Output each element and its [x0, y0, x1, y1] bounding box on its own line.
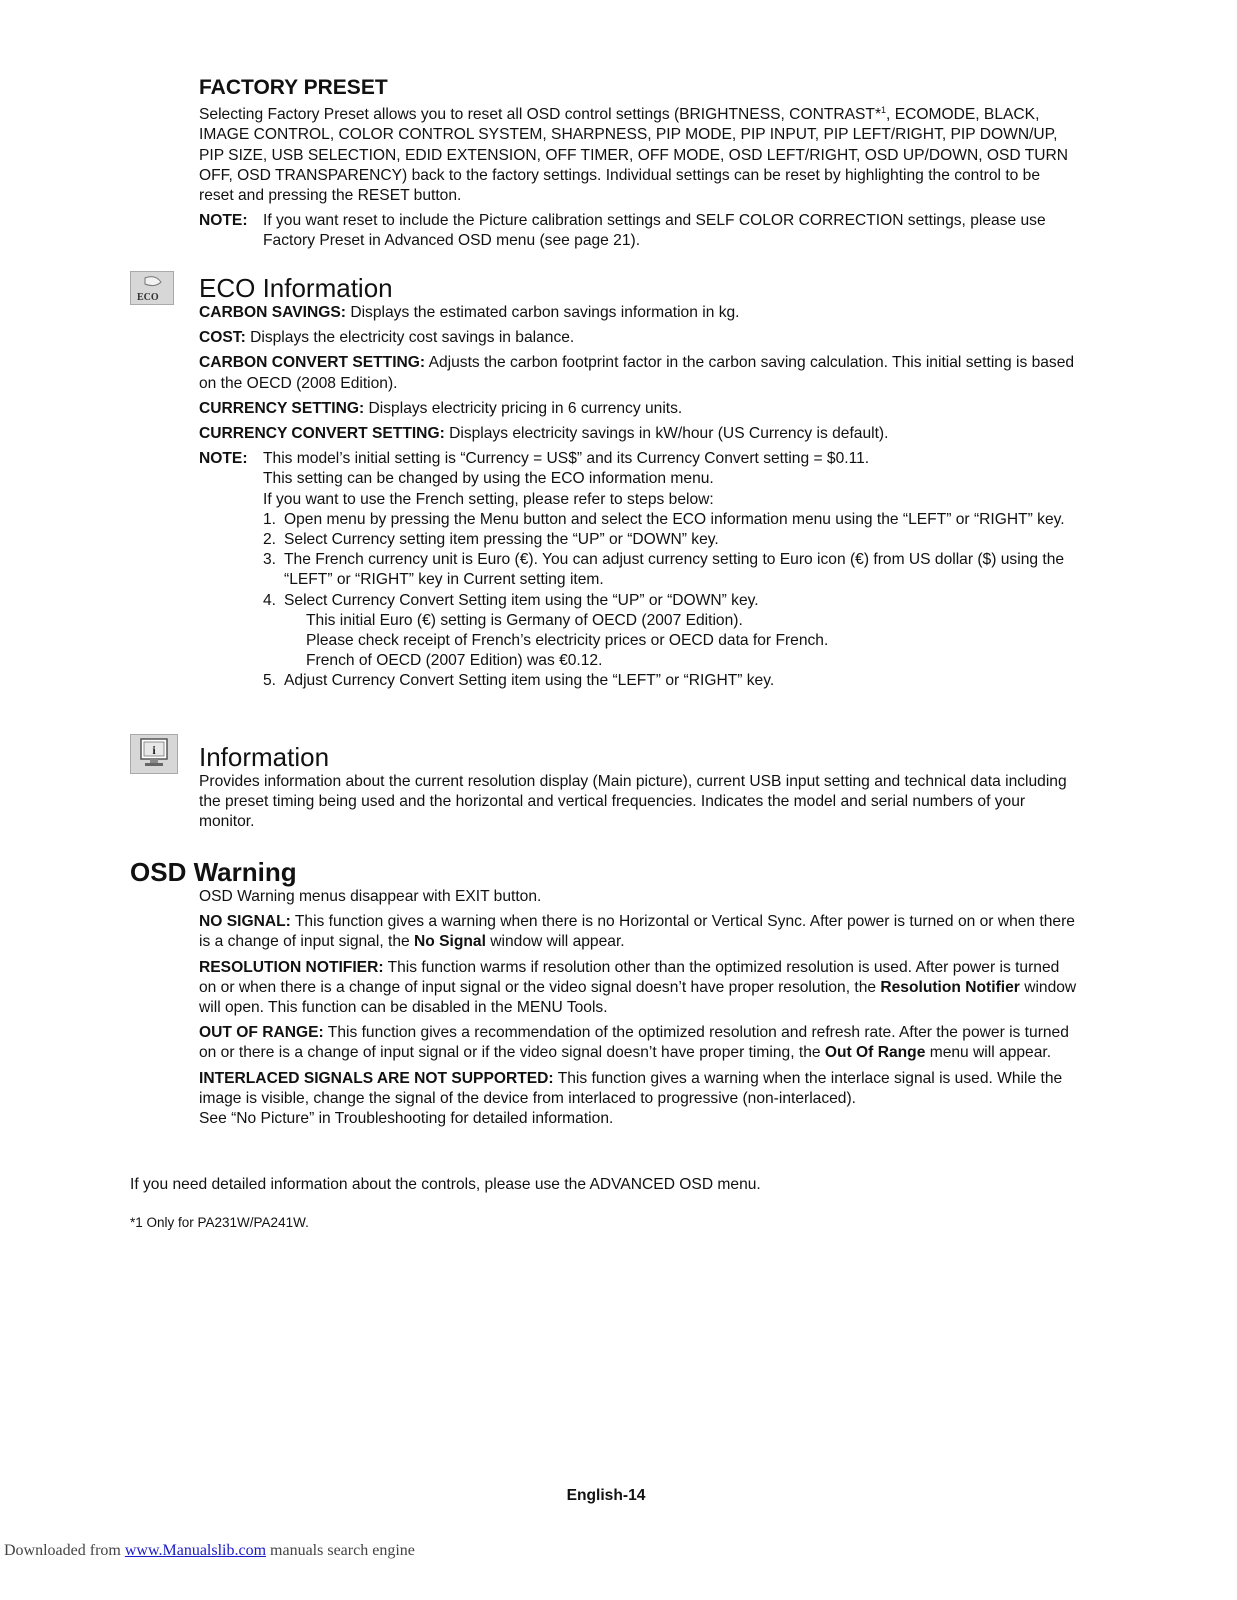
eco-item: CURRENCY CONVERT SETTING: Displays electricity savings in kW/hour (US Currency is default).: [199, 425, 889, 443]
no-signal-paragraph: NO SIGNAL: This function gives a warning when there is no Horizontal or Vertical Sync. After power is turned on or when there is a change of input signal, the No Signal window will appear.: [199, 913, 1075, 951]
download-footer: Downloaded from www.Manualslib.com manuals search engine: [4, 1542, 415, 1559]
interlaced-paragraph: INTERLACED SIGNALS ARE NOT SUPPORTED: This function gives a warning when the interlace signal is used. While the image is visible, change the signal of the device from interlaced to progressive (non-interlaced). See “No Picture” in Troubleshooting for detailed information.: [199, 1069, 1063, 1128]
monitor-info-icon: [130, 734, 178, 774]
eco-item: CARBON SAVINGS: Displays the estimated carbon savings information in kg.: [199, 304, 740, 321]
svg-text:ECO: ECO: [137, 292, 159, 303]
osd-warning-heading: OSD Warning: [130, 857, 297, 887]
factory-preset-heading: FACTORY PRESET: [199, 76, 388, 99]
information-section: [199, 742, 1079, 833]
osd-warning-intro: OSD Warning menus disappear with EXIT button.: [199, 888, 542, 905]
eco-note: NOTE: This model’s initial setting is “Currency = US$” and its Currency Convert setting = $0.11. This setting can be changed by using the ECO information menu. If you want to use the French setting, please refer to steps below: 1. Open menu by pressing the Menu button and select the ECO information menu using the “LEFT” or “RIGHT” key. 2. Select Currency setting item pressing the “UP” or “DOWN” key. 3. The French currency unit is Euro (€). You can adjust currency setting to Euro icon (€) from US dollar ($) using the “LEFT” or “RIGHT” key in Current setting item. 4. Select Currency Convert Setting item using the “UP” or “DOWN” key. This initial Euro (€) setting is Germany of OECD (2007 Edition). Please check receipt of French’s electricity prices or OECD data for French. French of OECD (2007 Edition) was €0.12. 5. Adjust Currency Convert Setting item using the “LEFT” or “RIGHT” key.: [199, 449, 1079, 691]
resolution-notifier-paragraph: RESOLUTION NOTIFIER: This function warms if resolution other than the optimized resolution is used. After power is turned on or when there is a change of input signal or the video signal doesn’t have proper resolution, the Resolution Notifier window will open. This function can be disabled in the MENU Tools.: [199, 958, 1077, 1017]
eco-step-3: 3. The French currency unit is Euro (€). You can adjust currency setting to Euro icon (€) from US dollar ($) using the “LEFT” or “RIGHT” key in Current setting item.: [263, 551, 1065, 589]
eco-item: CARBON CONVERT SETTING: Adjusts the carbon footprint factor in the carbon saving calculation. This initial setting is based on the OECD (2008 Edition).: [199, 354, 1075, 392]
information-body: Provides information about the current resolution display (Main picture), current USB input setting and technical data including the preset timing being used and the horizontal and vertical frequencies. Indicates the model and serial numbers of your monitor.: [199, 773, 1067, 831]
eco-step-5: 5. Adjust Currency Convert Setting item using the “LEFT” or “RIGHT” key.: [263, 672, 775, 690]
manualslib-link[interactable]: www.Manualslib.com: [124, 1542, 267, 1559]
svg-text:i: i: [152, 743, 156, 757]
eco-step-4: 4. Select Currency Convert Setting item using the “UP” or “DOWN” key.: [263, 591, 759, 609]
advanced-osd-note: If you need detailed information about the controls, please use the ADVANCED OSD menu.: [130, 1176, 761, 1193]
eco-item: CURRENCY SETTING: Displays electricity pricing in 6 currency units.: [199, 399, 683, 417]
footnote: *1 Only for PA231W/PA241W.: [130, 1215, 309, 1230]
eco-icon: [130, 271, 174, 305]
factory-preset-section: [199, 76, 1079, 252]
out-of-range-paragraph: OUT OF RANGE: This function gives a recommendation of the optimized resolution and refresh rate. After the power is turned on or there is a change of input signal or if the video signal doesn’t have proper timing, the Out Of Range menu will appear.: [199, 1024, 1069, 1062]
factory-preset-note: NOTE: If you want reset to include the Picture calibration settings and SELF COLOR CORRECTION settings, please use Factory Preset in Advanced OSD menu (see page 21).: [199, 212, 1046, 250]
eco-items: [199, 303, 1079, 444]
eco-heading: ECO Information: [199, 273, 393, 303]
page-number: English-14: [566, 1487, 646, 1504]
eco-step-1: 1. Open menu by pressing the Menu button and select the ECO information menu using the “LEFT” or “RIGHT” key.: [263, 510, 1065, 528]
eco-section: [199, 273, 1079, 692]
eco-step-2: 2. Select Currency setting item pressing the “UP” or “DOWN” key.: [263, 531, 719, 549]
osd-warning-section: [130, 857, 1080, 1129]
information-heading: Information: [199, 742, 330, 772]
factory-preset-body: Selecting Factory Preset allows you to reset all OSD control settings (BRIGHTNESS, CONTRAST*$^1$, ECOMODE, BLACK, IMAGE CONTROL, COLOR CONTROL SYSTEM, SHARPNESS, PIP MODE, PIP INPUT, PIP LEFT/RIGHT, PIP DOWN/UP, PIP SIZE, USB SELECTION, EDID EXTENSION, OFF TIMER, OFF MODE, OSD LEFT/RIGHT, OSD UP/DOWN, OSD TURN OFF, OSD TRANSPARENCY) back to the factory settings. Individual settings can be reset by highlighting the control to be reset and pressing the RESET button.: [199, 105, 1069, 204]
eco-item: COST: Displays the electricity cost savings in balance.: [199, 329, 575, 347]
